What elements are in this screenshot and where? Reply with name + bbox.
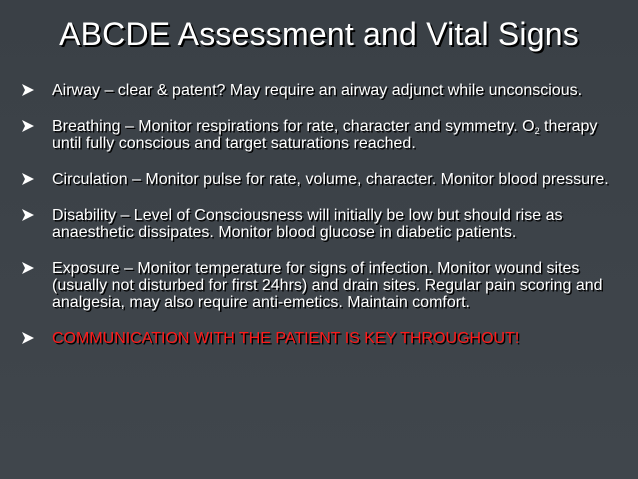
- bullet-exposure: [22, 260, 628, 311]
- bullet-disability: [22, 207, 628, 241]
- arrow-bullet-icon: [22, 120, 34, 132]
- bullet-text: Circulation – Monitor pulse for rate, volume, character. Monitor blood pressure.: [52, 171, 609, 188]
- bullet-breathing: [22, 118, 628, 152]
- arrow-bullet-icon: [22, 209, 34, 221]
- bullet-airway: [22, 82, 628, 99]
- arrow-bullet-icon: [22, 84, 34, 96]
- bullet-communication: [22, 330, 628, 347]
- bullet-text-continued: therapy until fully conscious and target saturations reached.: [52, 118, 598, 152]
- oxygen-subscript: 2: [534, 126, 540, 136]
- arrow-bullet-icon: [22, 332, 34, 344]
- bullet-text: [52, 118, 597, 152]
- bullet-text-emphasis: COMMUNICATION WITH THE PATIENT IS KEY THROUGHOUT!: [52, 330, 520, 347]
- arrow-bullet-icon: [22, 173, 34, 185]
- bullet-text: Exposure – Monitor temperature for signs of infection. Monitor wound sites (usually not disturbed for first 24hrs) and drain sites. Regular pain scoring and analgesia, may also require anti-emetics. Maintain comfort.: [52, 260, 603, 311]
- arrow-bullet-icon: [22, 262, 34, 274]
- bullet-text-main: Breathing – Monitor respirations for rate, character and symmetry. O: [52, 118, 535, 135]
- bullet-circulation: [22, 171, 628, 188]
- bullet-list: [22, 82, 628, 366]
- slide-title: ABCDE Assessment and Vital Signs: [59, 16, 579, 52]
- bullet-text: Airway – clear & patent? May require an airway adjunct while unconscious.: [52, 82, 583, 99]
- bullet-text: Disability – Level of Consciousness will initially be low but should rise as anaesthetic dissipates. Monitor blood glucose in diabetic patients.: [52, 207, 563, 241]
